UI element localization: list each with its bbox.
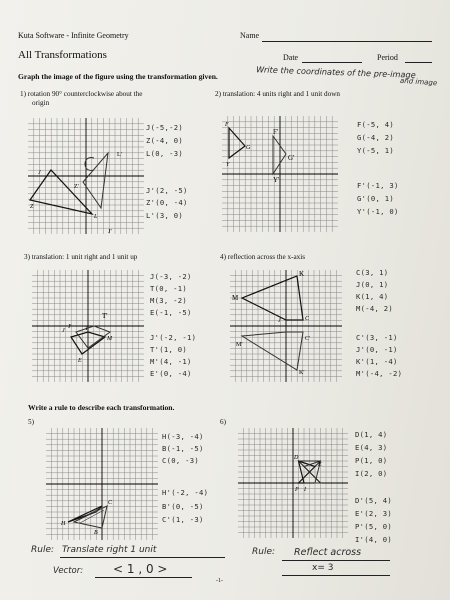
graph-4-label-m: M (232, 294, 239, 302)
graph-1-label-z: Z (30, 204, 34, 210)
graph-2-label-g: G (246, 145, 251, 151)
graph-3-label-j: J (62, 328, 65, 334)
graph-5 (46, 428, 158, 540)
date-line[interactable] (302, 62, 362, 63)
graph-3 (32, 270, 144, 382)
graph-3-label-m: M (107, 336, 112, 342)
graph-6-label-e: E (318, 462, 322, 468)
graph-6 (238, 428, 348, 538)
page-title: All Transformations (18, 49, 107, 61)
publisher-label: Kuta Software - Infinite Geometry (18, 31, 129, 40)
problem-1-number: 1) rotation 90° counterclockwise about the (20, 90, 143, 98)
name-line[interactable] (262, 41, 432, 42)
graph-1-label-l-prime: L' (117, 152, 122, 158)
period-line[interactable] (405, 62, 432, 63)
graph-1-label-l: L (94, 214, 98, 220)
graph-6-label-d: D (294, 455, 299, 461)
problem-5-rule-line (60, 557, 225, 558)
problem-5-rule-text[interactable]: Translate right 1 unit (62, 545, 157, 555)
worksheet: Kuta Software - Infinite Geometry Name All Transformations Date Period Graph the image of the figure using the transformation given. Write the coordinates of the pre-image and image 1) rotation 90° counterclockwise about the origin J Z L J' Z' L' J(-5,-2) Z(-4, 0) L(0, -3) J'(2, -5) Z'(0, -4) L'(3, 0) 2) translation: 4 units right and 1 unit down F G Y F' G' Y' F(-5, 4) G(-4, 2) Y(-5, 1) F'(-1, 3) G'(0, 1) Y'(-1, 0) 3) translation: 1 unit right and 1 unit up J T M E T' J' J(-3, -2) T(0, -1) M(3, -2) E(-1, -5) J'(-2, -1) T'(1, 0) M'(4, -1) E'(0, -4) 4) reflection across the x-axis K K' M M' C J C' C(3, 1) J(0, 1) K(1, 4) M(-4, 2) C'(3, -1) J'(0, -1) K'(1, -4) M'(-4, -2) Write a rule to describe each transformation. 5) H B C H(-3, -4) B(-1, -5) C(0, -3) H'(-2, -4) B'(0, -5) C'(1, -3) Rule: Translate right 1 unit Vector: < 1 , 0 > 6) D E P I D(1, 4) E(4, 3) P(1, 0) I(2, 0) D'(5, 4) E'(2, 3) P'(5, 0) I'(4, 0) Rule: Reflect across x= 3 -1- (0, 0, 450, 600)
problem-6-rule-line-1 (282, 560, 390, 561)
graph-1-label-z-prime: Z' (74, 184, 79, 190)
problem-6-rule-line-2 (282, 575, 390, 576)
graph-2-label-y-prime: Y' (273, 176, 280, 184)
date-label: Date (283, 53, 299, 62)
graph-4-label-m-prime: M' (236, 342, 243, 348)
graph-4-label-k: K (299, 270, 305, 278)
graph-1 (28, 118, 144, 234)
problem-3-prompt: 3) translation: 1 unit right and 1 unit up (24, 253, 138, 261)
problem-6-number: 6) (220, 418, 226, 426)
graph-3-label-e: E (78, 358, 82, 364)
problem-5-vector-label: Vector: (53, 566, 84, 576)
graph-4-label-c: C (305, 316, 310, 322)
graph-2-label-f-prime: F' (273, 128, 279, 136)
problem-4-prompt: 4) reflection across the x-axis (220, 253, 306, 261)
graph-5-label-h: H (61, 521, 66, 527)
graph-6-label-i: I (304, 487, 306, 493)
graph-4-label-c-prime: C' (305, 336, 311, 342)
graph-6-label-p: P (295, 487, 299, 493)
graph-3-label-t-prime: T' (102, 312, 108, 320)
page-number: -1- (216, 578, 223, 584)
name-label: Name (240, 31, 260, 40)
graph-5-label-c: C (108, 500, 113, 506)
handwritten-instructions: Write the coordinates of the pre-image (255, 64, 416, 80)
graph-5-label-b: B (94, 530, 98, 536)
instructions: Graph the image of the figure using the transformation given. (18, 72, 218, 81)
period-label: Period (377, 53, 398, 62)
problem-6-rule-label: Rule: (252, 547, 276, 557)
graph-2-label-y: Y (226, 162, 230, 168)
problem-5-number: 5) (28, 418, 34, 426)
graph-1-label-j: J (38, 170, 41, 176)
graph-4-label-k-prime: K' (299, 370, 305, 376)
problem-5-vector-line (95, 577, 192, 578)
problem-6-rule-text-1[interactable]: Reflect across (294, 547, 362, 558)
problem-1-prompt: origin (32, 99, 50, 107)
problem-2-prompt: 2) translation: 4 units right and 1 unit down (215, 90, 340, 98)
section-2-title: Write a rule to describe each transformation. (28, 403, 175, 412)
graph-2-label-g-prime: G' (288, 154, 295, 162)
problem-6-rule-text-2[interactable]: x= 3 (312, 563, 334, 573)
graph-4 (230, 270, 342, 382)
graph-2 (222, 116, 338, 232)
handwritten-instructions-2: and image (399, 76, 438, 88)
problem-5-vector-text[interactable]: < 1 , 0 > (113, 562, 168, 576)
graph-3-label-j-prime: J' (68, 324, 72, 330)
graph-1-label-j-prime: J' (108, 228, 112, 235)
problem-5-rule-label: Rule: (31, 545, 55, 555)
graph-2-label-f: F (225, 122, 229, 128)
graph-3-label-t: T (85, 326, 89, 332)
graph-4-label-j: J (278, 318, 281, 324)
